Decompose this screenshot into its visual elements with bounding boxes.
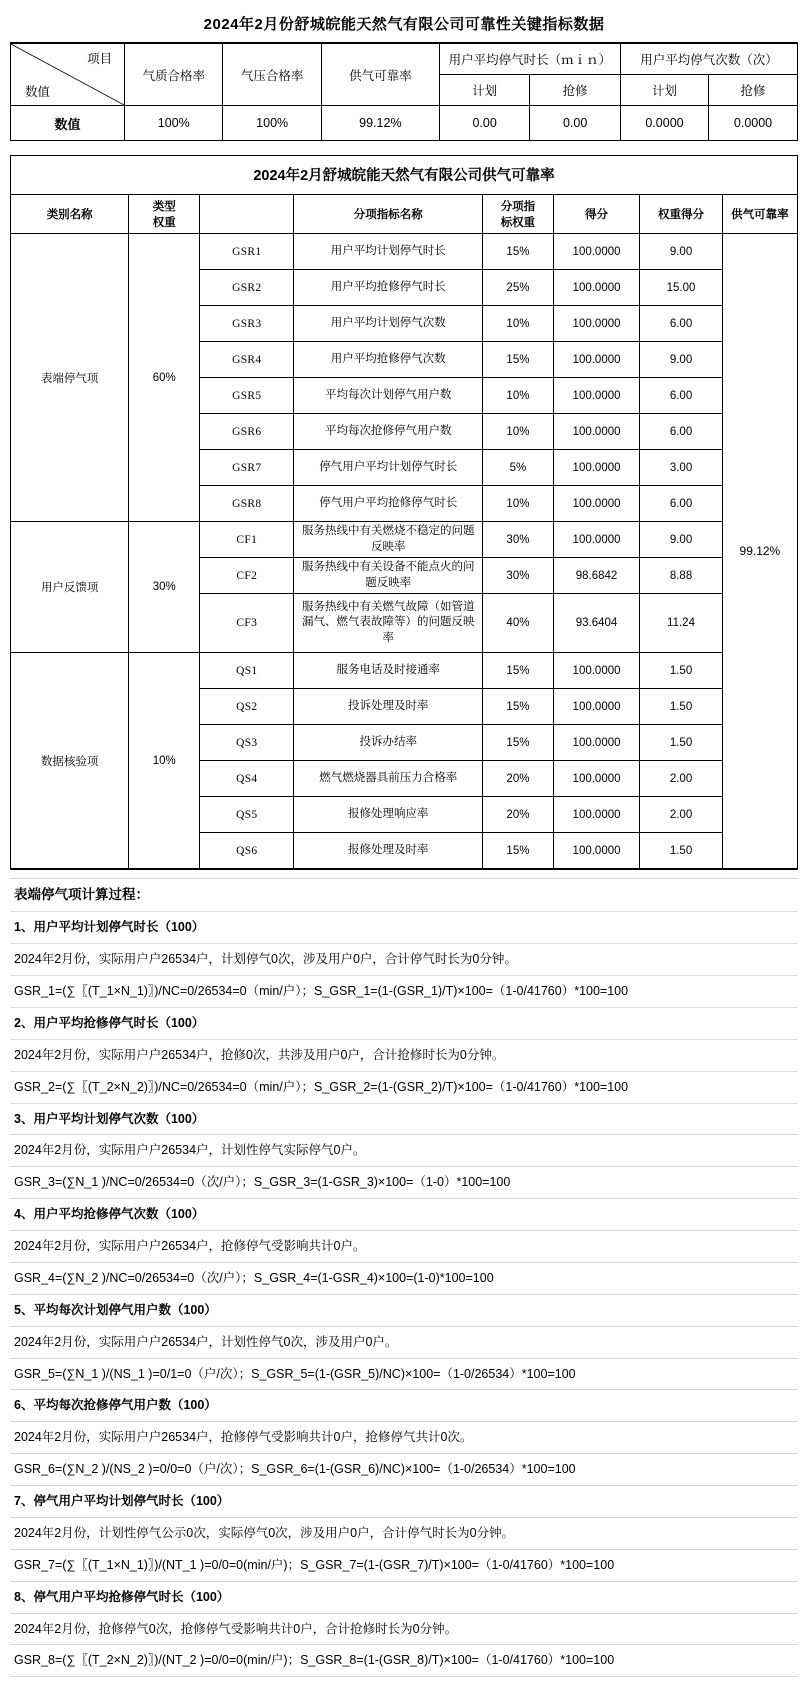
row-score: 98.6842 xyxy=(553,558,639,594)
header-item-weight-line2: 标权重 xyxy=(500,217,536,229)
table-header-row xyxy=(11,195,797,234)
row-item: 报修处理及时率 xyxy=(294,833,483,869)
row-code: QS1 xyxy=(200,653,294,689)
row-score: 100.0000 xyxy=(553,653,639,689)
row-item: 投诉处理及时率 xyxy=(294,689,483,725)
reliability-detail-section xyxy=(10,155,798,870)
row-code: GSR4 xyxy=(200,342,294,378)
note-line: GSR_6=(∑N_2 )/(NS_2 )=0/0=0（户/次）；S_GSR_6=(1-(GSR_6)/NC)×100=（1-0/26534）*100=100 xyxy=(10,1454,798,1486)
header-total-reliability: 供气可靠率 xyxy=(722,195,797,234)
row-score: 100.0000 xyxy=(553,689,639,725)
note-line: GSR_3=(∑N_1 )/NC=0/26534=0（次/户）；S_GSR_3=(1-GSR_3)×100=（1-0）*100=100 xyxy=(10,1167,798,1199)
row-weighted: 6.00 xyxy=(640,378,723,414)
notes-heading: 表端停气项计算过程： xyxy=(10,879,798,912)
row-code: QS4 xyxy=(200,761,294,797)
header-category-weight-line2: 权重 xyxy=(152,217,176,229)
header-gas-pressure: 气压合格率 xyxy=(223,44,321,106)
section-gap xyxy=(10,141,798,155)
row-item: 报修处理响应率 xyxy=(294,797,483,833)
row-item: 服务热线中有关燃气故障（如管道漏气、燃气表故障等）的问题反映率 xyxy=(294,594,483,653)
row-weight: 15% xyxy=(483,833,554,869)
row-score: 93.6404 xyxy=(553,594,639,653)
row-weighted: 2.00 xyxy=(640,797,723,833)
note-line: 2024年2月份，实际用户户26534户，抢修停气受影响共计0户。 xyxy=(10,1231,798,1263)
header-item-weight-line1: 分项指 xyxy=(500,201,536,213)
note-line: 2、用户平均抢修停气时长（100） xyxy=(10,1008,798,1040)
value-reliability: 99.12% xyxy=(321,106,439,141)
row-weighted: 6.00 xyxy=(640,486,723,522)
note-line: 7、停气用户平均计划停气时长（100） xyxy=(10,1486,798,1518)
table-row xyxy=(11,44,798,75)
note-line: GSR_1=(∑〖(T_1×N_1)〗)/NC=0/26534=0（min/户）；S_GSR_1=(1-(GSR_1)/T)×100=（1-0/41760）*100=100 xyxy=(10,976,798,1008)
header-avg-duration: 用户平均停气时长（ｍｉｎ） xyxy=(439,44,620,75)
row-weighted: 8.88 xyxy=(640,558,723,594)
note-line: GSR_8=(∑〖(T_2×N_2)〗)/(NT_2 )=0/0=0(min/户)；S_GSR_8=(1-(GSR_8)/T)×100=（1-0/41760）*100=100 xyxy=(10,1645,798,1677)
table-row xyxy=(11,653,797,689)
header-duration-plan: 计划 xyxy=(439,75,530,106)
row-code: QS6 xyxy=(200,833,294,869)
value-duration-repair: 0.00 xyxy=(530,106,621,141)
header-reliability: 供气可靠率 xyxy=(321,44,439,106)
category-name-1: 用户反馈项 xyxy=(11,522,129,653)
row-code: GSR3 xyxy=(200,306,294,342)
document-title-2: 2024年2月舒城皖能天然气有限公司供气可靠率 xyxy=(11,156,797,195)
row-weight: 30% xyxy=(483,558,554,594)
row-item: 用户平均计划停气次数 xyxy=(294,306,483,342)
row-score: 100.0000 xyxy=(553,450,639,486)
row-weight: 10% xyxy=(483,414,554,450)
row-score: 100.0000 xyxy=(553,725,639,761)
row-weighted: 11.24 xyxy=(640,594,723,653)
corner-label-value: 数值 xyxy=(25,85,51,99)
header-score: 得分 xyxy=(553,195,639,234)
row-item: 平均每次计划停气用户数 xyxy=(294,378,483,414)
row-item: 服务热线中有关设备不能点火的问题反映率 xyxy=(294,558,483,594)
value-gas-pressure: 100% xyxy=(223,106,321,141)
row-item: 停气用户平均抢修停气时长 xyxy=(294,486,483,522)
header-count-repair: 抢修 xyxy=(709,75,798,106)
row-weight: 5% xyxy=(483,450,554,486)
row-score: 100.0000 xyxy=(553,306,639,342)
row-score: 100.0000 xyxy=(553,833,639,869)
corner-label-item: 项目 xyxy=(87,52,113,66)
row-weighted: 15.00 xyxy=(640,270,723,306)
reliability-detail-body xyxy=(11,234,797,869)
header-count-plan: 计划 xyxy=(620,75,708,106)
note-line: 1、用户平均计划停气时长（100） xyxy=(10,912,798,944)
note-line: GSR_7=(∑〖(T_1×N_1)〗)/(NT_1 )=0/0=0(min/户)；S_GSR_7=(1-(GSR_7)/T)×100=（1-0/41760）*100=100 xyxy=(10,1550,798,1582)
row-weight: 20% xyxy=(483,797,554,833)
row-weight: 15% xyxy=(483,653,554,689)
row-code: QS3 xyxy=(200,725,294,761)
row-weighted: 3.00 xyxy=(640,450,723,486)
row-weight: 15% xyxy=(483,234,554,270)
row-code: QS2 xyxy=(200,689,294,725)
document-title-1: 2024年2月份舒城皖能天然气有限公司可靠性关键指标数据 xyxy=(203,16,605,33)
row-code: GSR8 xyxy=(200,486,294,522)
value-duration-plan: 0.00 xyxy=(439,106,530,141)
row-weight: 10% xyxy=(483,306,554,342)
row-score: 100.0000 xyxy=(553,378,639,414)
note-line: 2024年2月份，实际用户户26534户，计划性停气0次，涉及用户0户。 xyxy=(10,1327,798,1359)
note-line: 2024年2月份，实际用户户26534户，计划性停气实际停气0户。 xyxy=(10,1135,798,1167)
note-line: 2024年2月份，实际用户户26534户，计划停气0次，涉及用户0户，合计停气时长为0分钟。 xyxy=(10,944,798,976)
row-code: GSR2 xyxy=(200,270,294,306)
note-line: 8、停气用户平均抢修停气时长（100） xyxy=(10,1582,798,1614)
header-category-name: 类别名称 xyxy=(11,195,129,234)
header-code xyxy=(200,195,294,234)
row-item: 停气用户平均计划停气时长 xyxy=(294,450,483,486)
row-weighted: 1.50 xyxy=(640,689,723,725)
category-weight-0: 60% xyxy=(129,234,200,522)
note-line: GSR_2=(∑〖(T_2×N_2)〗)/NC=0/26534=0（min/户）；S_GSR_2=(1-(GSR_2)/T)×100=（1-0/41760）*100=100 xyxy=(10,1072,798,1104)
header-item-weight xyxy=(483,195,554,234)
header-gas-quality: 气质合格率 xyxy=(125,44,223,106)
header-avg-count: 用户平均停气次数（次） xyxy=(620,44,797,75)
row-weight: 30% xyxy=(483,522,554,558)
note-line: 3、用户平均计划停气次数（100） xyxy=(10,1104,798,1136)
row-code: CF3 xyxy=(200,594,294,653)
category-name-2: 数据核验项 xyxy=(11,653,129,869)
row-weighted: 6.00 xyxy=(640,306,723,342)
category-weight-1: 30% xyxy=(129,522,200,653)
row-weight: 25% xyxy=(483,270,554,306)
row-weighted: 6.00 xyxy=(640,414,723,450)
note-line: 2024年2月份，实际用户户26534户，抢修0次，共涉及用户0户，合计抢修时长为0分钟。 xyxy=(10,1040,798,1072)
category-weight-2: 10% xyxy=(129,653,200,869)
corner-header-cell xyxy=(11,44,125,106)
row-score: 100.0000 xyxy=(553,522,639,558)
header-weighted-score: 权重得分 xyxy=(640,195,723,234)
row-item: 燃气燃烧器具前压力合格率 xyxy=(294,761,483,797)
row-score: 100.0000 xyxy=(553,414,639,450)
row-weighted: 1.50 xyxy=(640,653,723,689)
row-score: 100.0000 xyxy=(553,270,639,306)
row-code: GSR7 xyxy=(200,450,294,486)
category-name-0: 表端停气项 xyxy=(11,234,129,522)
key-indicator-table xyxy=(10,43,798,141)
row-code: CF1 xyxy=(200,522,294,558)
note-line: GSR_4=(∑N_2 )/NC=0/26534=0（次/户）；S_GSR_4=(1-GSR_4)×100=(1-0)*100=100 xyxy=(10,1263,798,1295)
value-gas-quality: 100% xyxy=(125,106,223,141)
row-weight: 15% xyxy=(483,342,554,378)
row-score: 100.0000 xyxy=(553,234,639,270)
reliability-detail-table xyxy=(11,195,797,869)
row-weighted: 9.00 xyxy=(640,234,723,270)
row-score: 100.0000 xyxy=(553,761,639,797)
row-item: 服务电话及时接通率 xyxy=(294,653,483,689)
row-weight: 10% xyxy=(483,486,554,522)
row-weight: 15% xyxy=(483,689,554,725)
note-line: 4、用户平均抢修停气次数（100） xyxy=(10,1199,798,1231)
row-weighted: 1.50 xyxy=(640,725,723,761)
row-code: CF2 xyxy=(200,558,294,594)
calculation-notes xyxy=(10,878,798,1677)
value-count-repair: 0.0000 xyxy=(709,106,798,141)
note-line: GSR_5=(∑N_1 )/(NS_1 )=0/1=0（户/次）；S_GSR_5=(1-(GSR_5)/NC)×100=（1-0/26534）*100=100 xyxy=(10,1359,798,1391)
row-item: 投诉办结率 xyxy=(294,725,483,761)
row-code: GSR5 xyxy=(200,378,294,414)
row-score: 100.0000 xyxy=(553,342,639,378)
row-weight: 15% xyxy=(483,725,554,761)
note-line: 2024年2月份，计划性停气公示0次，实际停气0次，涉及用户0户，合计停气时长为0分钟。 xyxy=(10,1518,798,1550)
note-line: 5、平均每次计划停气用户数（100） xyxy=(10,1295,798,1327)
header-item-name: 分项指标名称 xyxy=(294,195,483,234)
header-category-weight xyxy=(129,195,200,234)
row-code: QS5 xyxy=(200,797,294,833)
row-code: GSR1 xyxy=(200,234,294,270)
row-score: 100.0000 xyxy=(553,486,639,522)
note-line: 2024年2月份，抢修停气0次，抢修停气受影响共计0户，合计抢修时长为0分钟。 xyxy=(10,1614,798,1646)
row-weight: 10% xyxy=(483,378,554,414)
note-line: 6、平均每次抢修停气用户数（100） xyxy=(10,1390,798,1422)
header-duration-repair: 抢修 xyxy=(530,75,621,106)
row-weight: 20% xyxy=(483,761,554,797)
note-line: 2024年2月份，实际用户户26534户，抢修停气受影响共计0户，抢修停气共计0次。 xyxy=(10,1422,798,1454)
table-row xyxy=(11,106,798,141)
row-item: 服务热线中有关燃烧不稳定的问题反映率 xyxy=(294,522,483,558)
table-row xyxy=(11,522,797,558)
header-category-weight-line1: 类型 xyxy=(152,201,176,213)
row-code: GSR6 xyxy=(200,414,294,450)
row-score: 100.0000 xyxy=(553,797,639,833)
row-item: 用户平均计划停气时长 xyxy=(294,234,483,270)
value-count-plan: 0.0000 xyxy=(620,106,708,141)
table-row xyxy=(11,234,797,270)
row-weighted: 1.50 xyxy=(640,833,723,869)
row-item: 用户平均抢修停气次数 xyxy=(294,342,483,378)
row-weight: 40% xyxy=(483,594,554,653)
total-reliability-value: 99.12% xyxy=(722,234,797,869)
row-item: 用户平均抢修停气时长 xyxy=(294,270,483,306)
row-label-value: 数值 xyxy=(11,106,125,141)
row-weighted: 9.00 xyxy=(640,522,723,558)
row-weighted: 2.00 xyxy=(640,761,723,797)
row-item: 平均每次抢修停气用户数 xyxy=(294,414,483,450)
row-weighted: 9.00 xyxy=(640,342,723,378)
